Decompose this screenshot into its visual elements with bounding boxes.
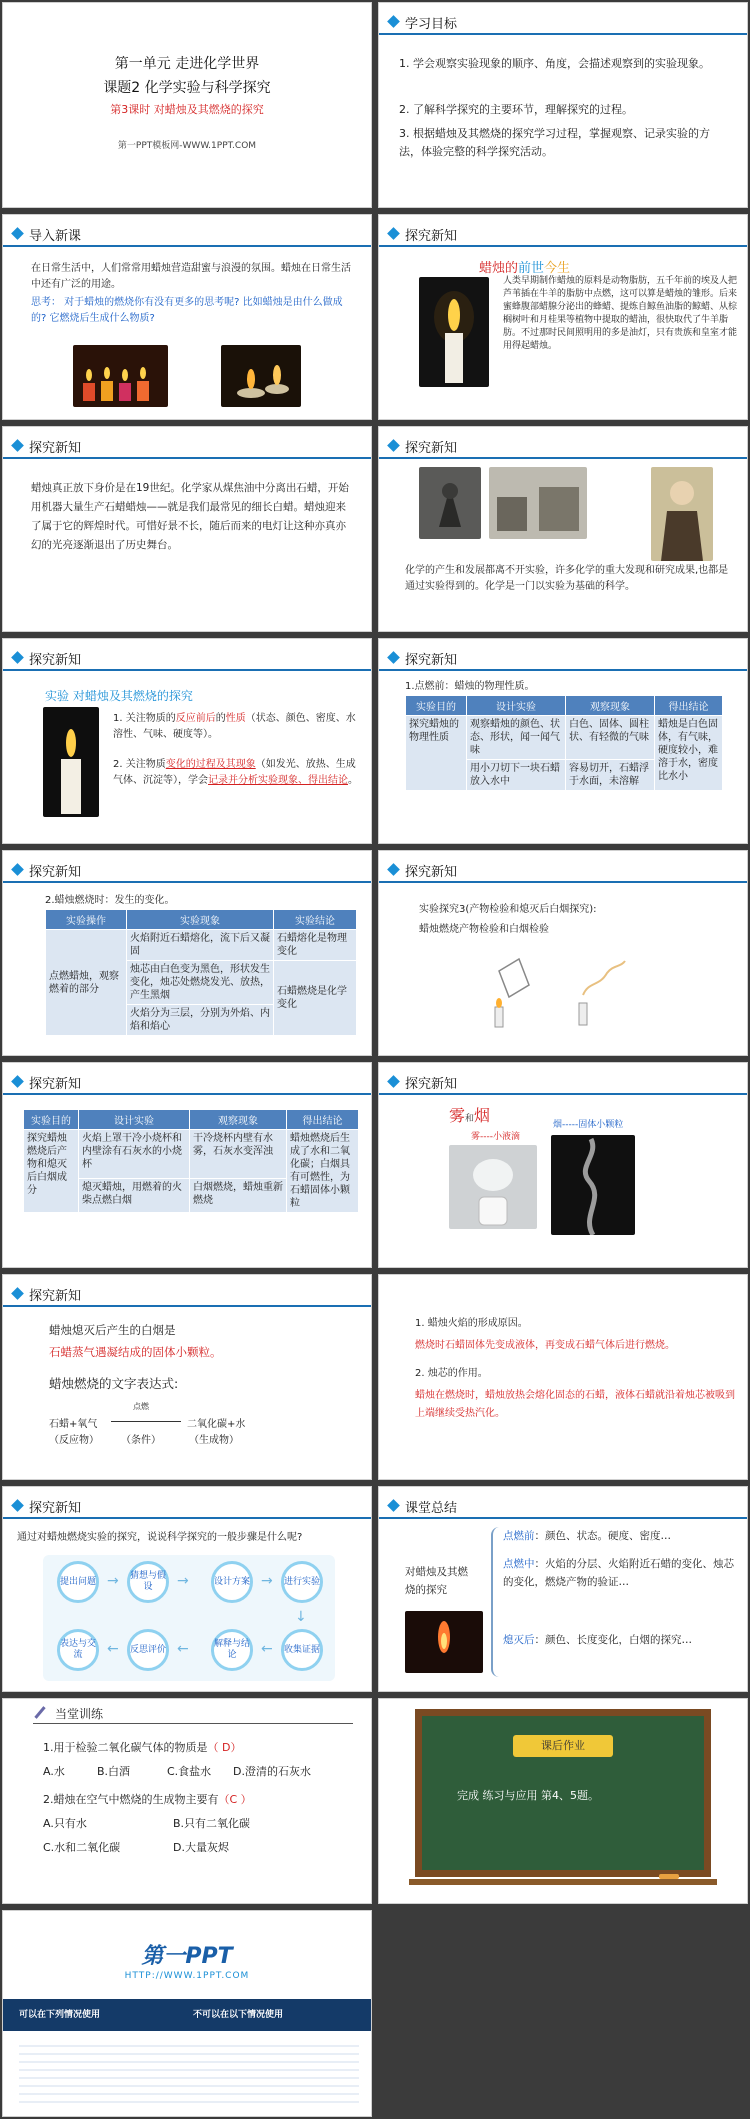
col-header: 实验操作 — [46, 910, 127, 930]
equation-arrow — [111, 1421, 181, 1422]
slide-intro — [2, 214, 372, 420]
table-cell: 白烟燃烧，蜡烛重新燃烧 — [190, 1178, 287, 1212]
title-part-1: 蜡烛的 — [479, 261, 519, 276]
chalk-tray — [409, 1879, 717, 1885]
col-header: 设计实验 — [467, 696, 566, 716]
col-header: 设计实验 — [79, 1110, 190, 1130]
history-body: 人类早期制作蜡烛的原料是动物脂肪，五千年前的埃及人把芦苇插在牛羊的脂肪中点燃，这可以算是蜡烛的雏形。后来蜜蜂腹部蜡腺分泌出的蜂蜡、提炼自鲸鱼油脂的鲸蜡、从棕榈树叶和月桂果等植物中提取的蜡油，很快取代了牛羊脂肪。不过那时民间照明用的多是油灯，只有贵族和皇室才能用得起蜡烛。 — [503, 276, 738, 351]
slide-header — [379, 1495, 747, 1519]
history-title — [479, 257, 570, 276]
reactant-note: （反应物） — [49, 1435, 99, 1446]
slide-header-title: 导入新课 — [29, 229, 82, 244]
point-1-emph: 反应前后 — [175, 713, 216, 724]
lesson-title: 第3课时 对蜡烛及其燃烧的探究 — [110, 103, 264, 116]
humidifier-fog-photo — [449, 1145, 537, 1229]
table-header-row — [46, 910, 357, 930]
diamond-icon — [11, 651, 24, 664]
slide-header-title: 探究新知 — [405, 229, 458, 244]
candle-flame-photo — [405, 1611, 483, 1673]
diamond-icon — [11, 1075, 24, 1088]
slide-fog-smoke — [378, 1062, 748, 1268]
diamond-icon — [387, 439, 400, 452]
equation-reactants: 石蜡+氧气 — [49, 1419, 98, 1430]
table-cell: 火焰分为三层，分别为外焰、内焰和焰心 — [127, 1005, 274, 1036]
equation-condition: 点燃 — [133, 1402, 149, 1411]
col-header: 观察现象 — [566, 696, 655, 716]
slide-header — [3, 647, 371, 671]
slide-header-title: 探究新知 — [29, 653, 82, 668]
slide-header — [3, 859, 371, 883]
q1-option-a: A.水 — [43, 1765, 65, 1778]
slide-header — [3, 435, 371, 459]
step-experiment: 进行实验 — [281, 1561, 323, 1603]
paraffin-body: 蜡烛真正放下身价是在19世纪。化学家从煤焦油中分离出石蜡，开始用机器大量生产石蜡蜡烛——就是我们最常见的细长白蜡。蜡烛迎来了属于它的辉煌时代。可惜好景不长，随后而来的电灯让这种亦真亦幻的光亮逐渐退出了历史舞台。 — [31, 482, 349, 551]
slide-header — [3, 223, 371, 247]
table-row — [24, 1130, 359, 1179]
slide-before-burning — [378, 638, 748, 844]
arrow-icon: → — [177, 1573, 189, 1589]
combustion-products-table — [23, 1109, 359, 1213]
col-header: 实验结论 — [274, 910, 357, 930]
summary-during-text: ：火焰的分层、火焰附近石蜡的变化、烛芯的变化，燃烧产物的验证… — [503, 1558, 734, 1588]
pencil-icon — [34, 1706, 45, 1719]
slide-header-title: 探究新知 — [29, 865, 82, 880]
q2-option-c: C.水和二氧化碳 — [43, 1841, 121, 1854]
slide-header-title: 探究新知 — [405, 441, 458, 456]
slide-exercises — [2, 1698, 372, 1904]
physical-properties-table — [405, 695, 723, 791]
diamond-icon — [387, 651, 400, 664]
alchemy-apparatus-photo — [419, 467, 481, 539]
summary-during-label: 点燃中 — [503, 1558, 535, 1570]
point-2-text: 2. 关注物质 — [113, 759, 166, 770]
goal-2: 2. 了解科学探究的主要环节，理解探究的过程。 — [399, 103, 633, 116]
q1-option-c: C.食盐水 — [167, 1765, 212, 1778]
slide-inquiry-steps — [2, 1486, 372, 1692]
table-cell: 点燃蜡烛，观察燃着的部分 — [46, 930, 127, 1036]
col-header: 得出结论 — [655, 696, 723, 716]
table-row — [46, 930, 357, 961]
slide-experiment-3 — [378, 850, 748, 1056]
diamond-icon — [11, 1499, 24, 1512]
point-2-text: （如发光、放热、生成气体、沉淀等），学会 — [113, 759, 356, 786]
empty-tile — [378, 1910, 748, 2117]
table-cell: 熄灭蜡烛，用燃着的火柴点燃白烟 — [79, 1178, 190, 1212]
slide-flame-wick — [378, 1274, 748, 1480]
slide-header — [379, 223, 747, 247]
cannot-use-title: 不可以在以下情况使用 — [193, 2010, 284, 2020]
question-1 — [43, 1739, 241, 1757]
smoke-photo — [551, 1135, 635, 1235]
q1-option-b: B.白酒 — [97, 1765, 131, 1778]
arrow-icon: ↓ — [295, 1609, 307, 1625]
step-collect-evidence: 收集证据 — [281, 1629, 323, 1671]
table-cell: 用小刀切下一块石蜡放入水中 — [467, 760, 566, 791]
summary-before — [503, 1527, 739, 1545]
step-explain-conclude: 解释与结论 — [211, 1629, 253, 1671]
slide-equation — [2, 1274, 372, 1480]
diamond-icon — [11, 863, 24, 876]
candle-photo — [419, 277, 489, 387]
title-part-2: 前世 — [518, 261, 545, 276]
slide-header-title: 探究新知 — [405, 1077, 458, 1092]
summary-before-label: 点燃前 — [503, 1530, 535, 1542]
table-cell: 石蜡熔化是物理变化 — [274, 930, 357, 961]
table-cell: 蜡烛燃烧后生成了水和二氧化碳；白烟具有可燃性，为石蜡固体小颗粒 — [287, 1130, 359, 1213]
white-smoke-answer: 石蜡蒸气遇凝结成的固体小颗粒。 — [49, 1345, 222, 1359]
slide-header — [3, 1071, 371, 1095]
table-cell: 探究蜡烛的物理性质 — [406, 716, 467, 791]
homework-title-badge: 课后作业 — [513, 1735, 613, 1757]
exercises-header: 当堂训练 — [55, 1707, 104, 1721]
question-2-answer: （C ） — [218, 1793, 252, 1806]
slide-header-title: 课堂总结 — [405, 1501, 458, 1516]
summary-during — [503, 1555, 739, 1591]
birthday-candles-photo — [73, 345, 168, 407]
slide-header — [379, 435, 747, 459]
chalk-icon — [659, 1874, 679, 1879]
chem-experiment-body: 化学的产生和发展都离不开实验，许多化学的重大发现和研究成果,也都是通过实验得到的。化学是一门以实验为基础的科学。 — [405, 565, 729, 592]
credits-links — [19, 2039, 359, 2109]
laboratory-engraving-photo — [489, 467, 587, 539]
table-header-row — [406, 696, 723, 716]
question-1-text: 1.用于检验二氧化碳气体的物质是 — [43, 1741, 208, 1754]
flame-answer: 燃烧时石蜡固体先变成液体，再变成石蜡气体后进行燃烧。 — [415, 1340, 675, 1351]
slide-header-title: 学习目标 — [405, 17, 458, 32]
intro-paragraph: 在日常生活中，人们常常用蜡烛营造甜蜜与浪漫的氛围。蜡烛在日常生活中还有广泛的用途。 — [31, 263, 351, 290]
brand-logo: 第一PPT — [141, 1944, 233, 1969]
table-cell: 火焰附近石蜡熔化，流下后又凝固 — [127, 930, 274, 961]
fog-smoke-title — [449, 1103, 490, 1126]
diamond-icon — [11, 227, 24, 240]
equation-products: 二氧化碳+水 — [187, 1419, 246, 1430]
slide-header — [379, 11, 747, 35]
question-2 — [43, 1791, 252, 1809]
step-ask-question: 提出问题 — [57, 1561, 99, 1603]
beaker-over-candle-diagram — [489, 951, 549, 1031]
can-use-title: 可以在下列情况使用 — [19, 2010, 101, 2020]
point-1-text: 1. 关注物质的 — [113, 713, 176, 724]
table-title: 1.点燃前：蜡烛的物理性质。 — [405, 681, 535, 692]
condition-note: （条件） — [121, 1435, 161, 1446]
table-cell: 容易切开，石蜡浮于水面，未溶解 — [566, 760, 655, 791]
summary-topic: 对蜡烛及其燃烧的探究 — [405, 1566, 468, 1596]
table-cell: 干冷烧杯内壁有水雾，石灰水变浑浊 — [190, 1130, 287, 1179]
point-2-emph: 变化的过程及其现象 — [165, 759, 256, 770]
scientist-portrait — [651, 467, 713, 561]
experiment-3-line-2: 蜡烛燃烧产物检验和白烟检验 — [419, 924, 549, 935]
wick-question: 2. 烛芯的作用。 — [415, 1368, 488, 1379]
slide-header-title: 探究新知 — [405, 865, 458, 880]
intro-question: 思考： 对于蜡烛的燃烧你有没有更多的思考呢? 比如蜡烛是由什么做成的? 它燃烧后生成什么物质? — [31, 297, 343, 324]
smoke-word: 烟 — [474, 1106, 491, 1125]
slide-header-title: 探究新知 — [29, 1289, 82, 1304]
slide-history — [378, 214, 748, 420]
table-cell: 烛芯由白色变为黑色，形状发生变化，烛芯处燃烧发光、放热，产生黑烟 — [127, 961, 274, 1005]
lit-candle-photo — [43, 707, 99, 817]
title-part-3: 今生 — [544, 261, 571, 276]
slide-homework — [378, 1698, 748, 1904]
summary-after — [503, 1631, 739, 1649]
diamond-icon — [387, 1499, 400, 1512]
slide-header-title: 探究新知 — [29, 1501, 82, 1516]
slide-summary — [378, 1486, 748, 1692]
product-note: （生成物） — [189, 1435, 239, 1446]
slide-header — [3, 1283, 371, 1307]
diamond-icon — [387, 1075, 400, 1088]
fog-note: 雾----小液滴 — [471, 1132, 520, 1142]
point-1-text: 的 — [215, 713, 226, 724]
step-express: 表达与交流 — [57, 1629, 99, 1671]
summary-brace — [491, 1527, 501, 1677]
slide-header-title: 探究新知 — [405, 653, 458, 668]
arrow-icon: → — [107, 1573, 119, 1589]
fog-word: 雾 — [449, 1106, 466, 1125]
step-reflect: 反思评价 — [127, 1629, 169, 1671]
table-cell: 探究蜡烛燃烧后产物和熄灭后白烟成分 — [24, 1130, 79, 1213]
summary-before-text: ：颜色、状态。硬度、密度… — [534, 1530, 671, 1542]
arrow-icon: ← — [261, 1641, 273, 1657]
white-smoke-ignition-diagram — [569, 951, 629, 1031]
point-1-emph: 性质 — [225, 713, 246, 724]
slide-chem-experiment — [378, 426, 748, 632]
goal-1: 1. 学会观察实验现象的顺序、角度，会描述观察到的实验现象。 — [399, 57, 710, 70]
flame-question: 1. 蜡烛火焰的形成原因。 — [415, 1318, 528, 1329]
slide-header-title: 探究新知 — [29, 1077, 82, 1092]
slide-products — [2, 1062, 372, 1268]
question-2-text: 2.蜡烛在空气中燃烧的生成物主要有 — [43, 1793, 219, 1806]
slide-title — [2, 2, 372, 208]
col-header: 实验现象 — [127, 910, 274, 930]
unit-title: 第一单元 走进化学世界 — [114, 56, 260, 72]
col-header: 观察现象 — [190, 1110, 287, 1130]
col-header: 实验目的 — [24, 1110, 79, 1130]
diamond-icon — [11, 1287, 24, 1300]
white-smoke-line: 蜡烛熄灭后产生的白烟是 — [49, 1323, 176, 1337]
slide-header — [379, 1071, 747, 1095]
diamond-icon — [11, 439, 24, 452]
slide-header — [379, 647, 747, 671]
point-2-text: 。 — [348, 775, 358, 786]
equation-title: 蜡烛燃烧的文字表达式: — [49, 1376, 179, 1391]
experiment-title: 实验 对蜡烛及其燃烧的探究 — [45, 689, 193, 703]
experiment-point-1 — [113, 711, 363, 743]
experiment-point-2 — [113, 757, 363, 789]
col-header: 得出结论 — [287, 1110, 359, 1130]
inquiry-question: 通过对蜡烛燃烧实验的探究，说说科学探究的一般步骤是什么呢? — [17, 1532, 303, 1543]
table-cell: 蜡烛是白色固体，有气味，硬度较小，难溶于水，密度比水小 — [655, 716, 723, 791]
q2-option-a: A.只有水 — [43, 1817, 87, 1830]
burning-changes-table — [45, 909, 357, 1036]
diamond-icon — [387, 863, 400, 876]
tealight-candles-photo — [221, 345, 301, 407]
table-cell: 白色、固体、圆柱状、有轻微的气味 — [566, 716, 655, 760]
slide-credits — [2, 1910, 372, 2117]
summary-after-text: ：颜色、长度变化，白烟的探究… — [534, 1634, 692, 1646]
q1-option-d: D.澄清的石灰水 — [233, 1765, 311, 1778]
table-cell: 火焰上罩干冷小烧杯和内壁涂有石灰水的小烧杯 — [79, 1130, 190, 1179]
brand-url: HTTP://WWW.1PPT.COM — [124, 1971, 250, 1981]
summary-after-label: 熄灭后 — [503, 1634, 535, 1646]
slide-during-burning — [2, 850, 372, 1056]
arrow-icon: → — [261, 1573, 273, 1589]
col-header: 实验目的 — [406, 696, 467, 716]
topic-title: 课题2 化学实验与科学探究 — [103, 80, 271, 96]
smoke-note: 烟-----固体小颗粒 — [553, 1120, 624, 1130]
point-1-text: （状态、颜色、密度、水溶性、气味、硬度等）。 — [113, 713, 356, 740]
point-2-emph: 记录并分析实验现象、得出结论 — [208, 775, 348, 786]
arrow-icon: ← — [177, 1641, 189, 1657]
table-title: 2.蜡烛燃烧时：发生的变化。 — [45, 895, 175, 906]
exercises-header-line — [33, 1723, 353, 1724]
q2-option-b: B.只有二氧化碳 — [173, 1817, 251, 1830]
diamond-icon — [387, 227, 400, 240]
step-design: 设计方案 — [211, 1561, 253, 1603]
slide-paraffin — [2, 426, 372, 632]
wick-answer: 蜡烛在燃烧时，蜡烛放热会熔化固态的石蜡，液体石蜡就沿着烛芯被吸到上端继续受热汽化。 — [415, 1390, 735, 1419]
table-header-row — [24, 1110, 359, 1130]
slide-header — [3, 1495, 371, 1519]
question-1-answer: （ D） — [207, 1741, 242, 1754]
goal-3: 3. 根据蜡烛及其燃烧的探究学习过程，掌握观察、记录实验的方法，体验完整的科学探究活动。 — [399, 127, 710, 158]
slide-goals — [378, 2, 748, 208]
table-cell: 石蜡燃烧是化学变化 — [274, 961, 357, 1036]
experiment-3-line-1: 实验探究3(产物检验和熄灭后白烟探究): — [419, 904, 597, 915]
slide-header-title: 探究新知 — [29, 441, 82, 456]
step-hypothesis: 猜想与假设 — [127, 1561, 169, 1603]
homework-body: 完成 练习与应用 第4、5题。 — [457, 1789, 599, 1802]
slide-experiment — [2, 638, 372, 844]
slide-header — [379, 859, 747, 883]
table-cell: 观察蜡烛的颜色、状态、形状，闻一闻气味 — [467, 716, 566, 760]
template-footer: 第一PPT模板网-WWW.1PPT.COM — [117, 141, 257, 151]
and-word: 和 — [465, 1114, 475, 1124]
table-row — [406, 716, 723, 760]
q2-option-d: D.大量灰烬 — [173, 1841, 229, 1854]
diamond-icon — [387, 15, 400, 28]
arrow-icon: ← — [107, 1641, 119, 1657]
